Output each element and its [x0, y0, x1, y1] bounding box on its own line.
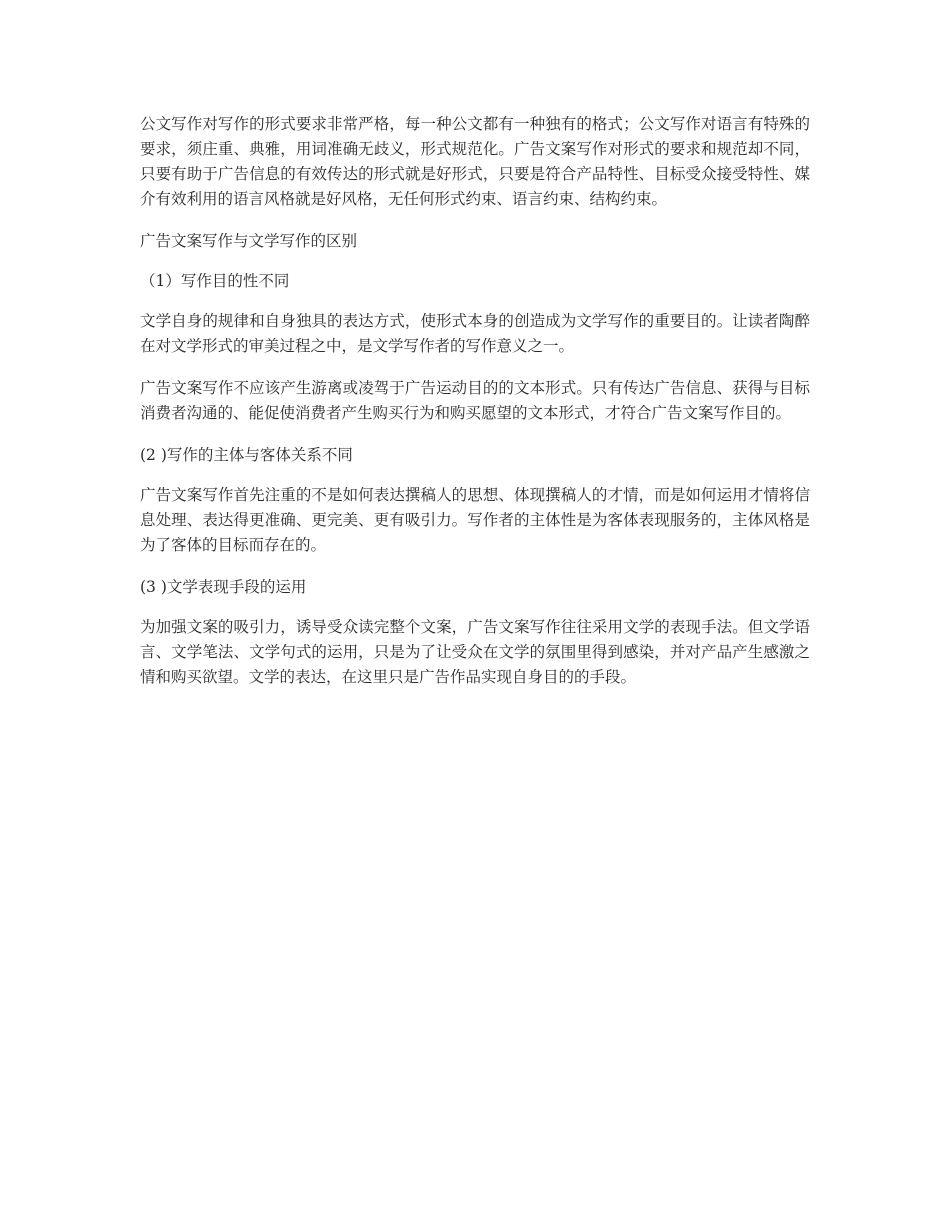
subheading-subject-object: (2 )写作的主体与客体关系不同 — [140, 446, 353, 464]
subheading-purpose: （1）写作目的性不同 — [140, 272, 290, 290]
paragraph-literary-purpose: 文学自身的规律和自身独具的表达方式，使形式本身的创造成为文学写作的重要目的。让读者陶醉在对文学形式的审美过程之中，是文学写作者的写作意义之一。 — [140, 312, 810, 355]
section-heading-differences: 广告文案写作与文学写作的区别 — [140, 232, 358, 250]
paragraph-official-writing: 公文写作对写作的形式要求非常严格，每一种公文都有一种独有的格式；公文写作对语言有特殊的要求，须庄重、典雅，用词准确无歧义，形式规范化。广告文案写作对形式的要求和规范却不同，只要有助于广告信息的有效传达的形式就是好形式，只要是符合产品特性、目标受众接受特性、媒介有效利用的语言风格就是好风格，无任何形式约束、语言约束、结构约束。 — [140, 115, 810, 208]
paragraph-subject-object: 广告文案写作首先注重的不是如何表达撰稿人的思想、体现撰稿人的才情，而是如何运用才情将信息处理、表达得更准确、更完美、更有吸引力。写作者的主体性是为客体表现服务的，主体风格是为了客体的目标而存在的。 — [140, 486, 810, 554]
paragraph-ad-purpose: 广告文案写作不应该产生游离或凌驾于广告运动目的的文本形式。只有传达广告信息、获得与目标消费者沟通的、能促使消费者产生购买行为和购买愿望的文本形式，才符合广告文案写作目的。 — [140, 379, 810, 422]
subheading-literary-means: (3 )文学表现手段的运用 — [140, 578, 307, 596]
paragraph-literary-means: 为加强文案的吸引力，诱导受众读完整个文案，广告文案写作往往采用文学的表现手法。但文学语言、文学笔法、文学句式的运用，只是为了让受众在文学的氛围里得到感染，并对产品产生感激之情和购买欲望。文学的表达，在这里只是广告作品实现自身目的的手段。 — [140, 618, 810, 686]
document-page — [140, 112, 810, 707]
